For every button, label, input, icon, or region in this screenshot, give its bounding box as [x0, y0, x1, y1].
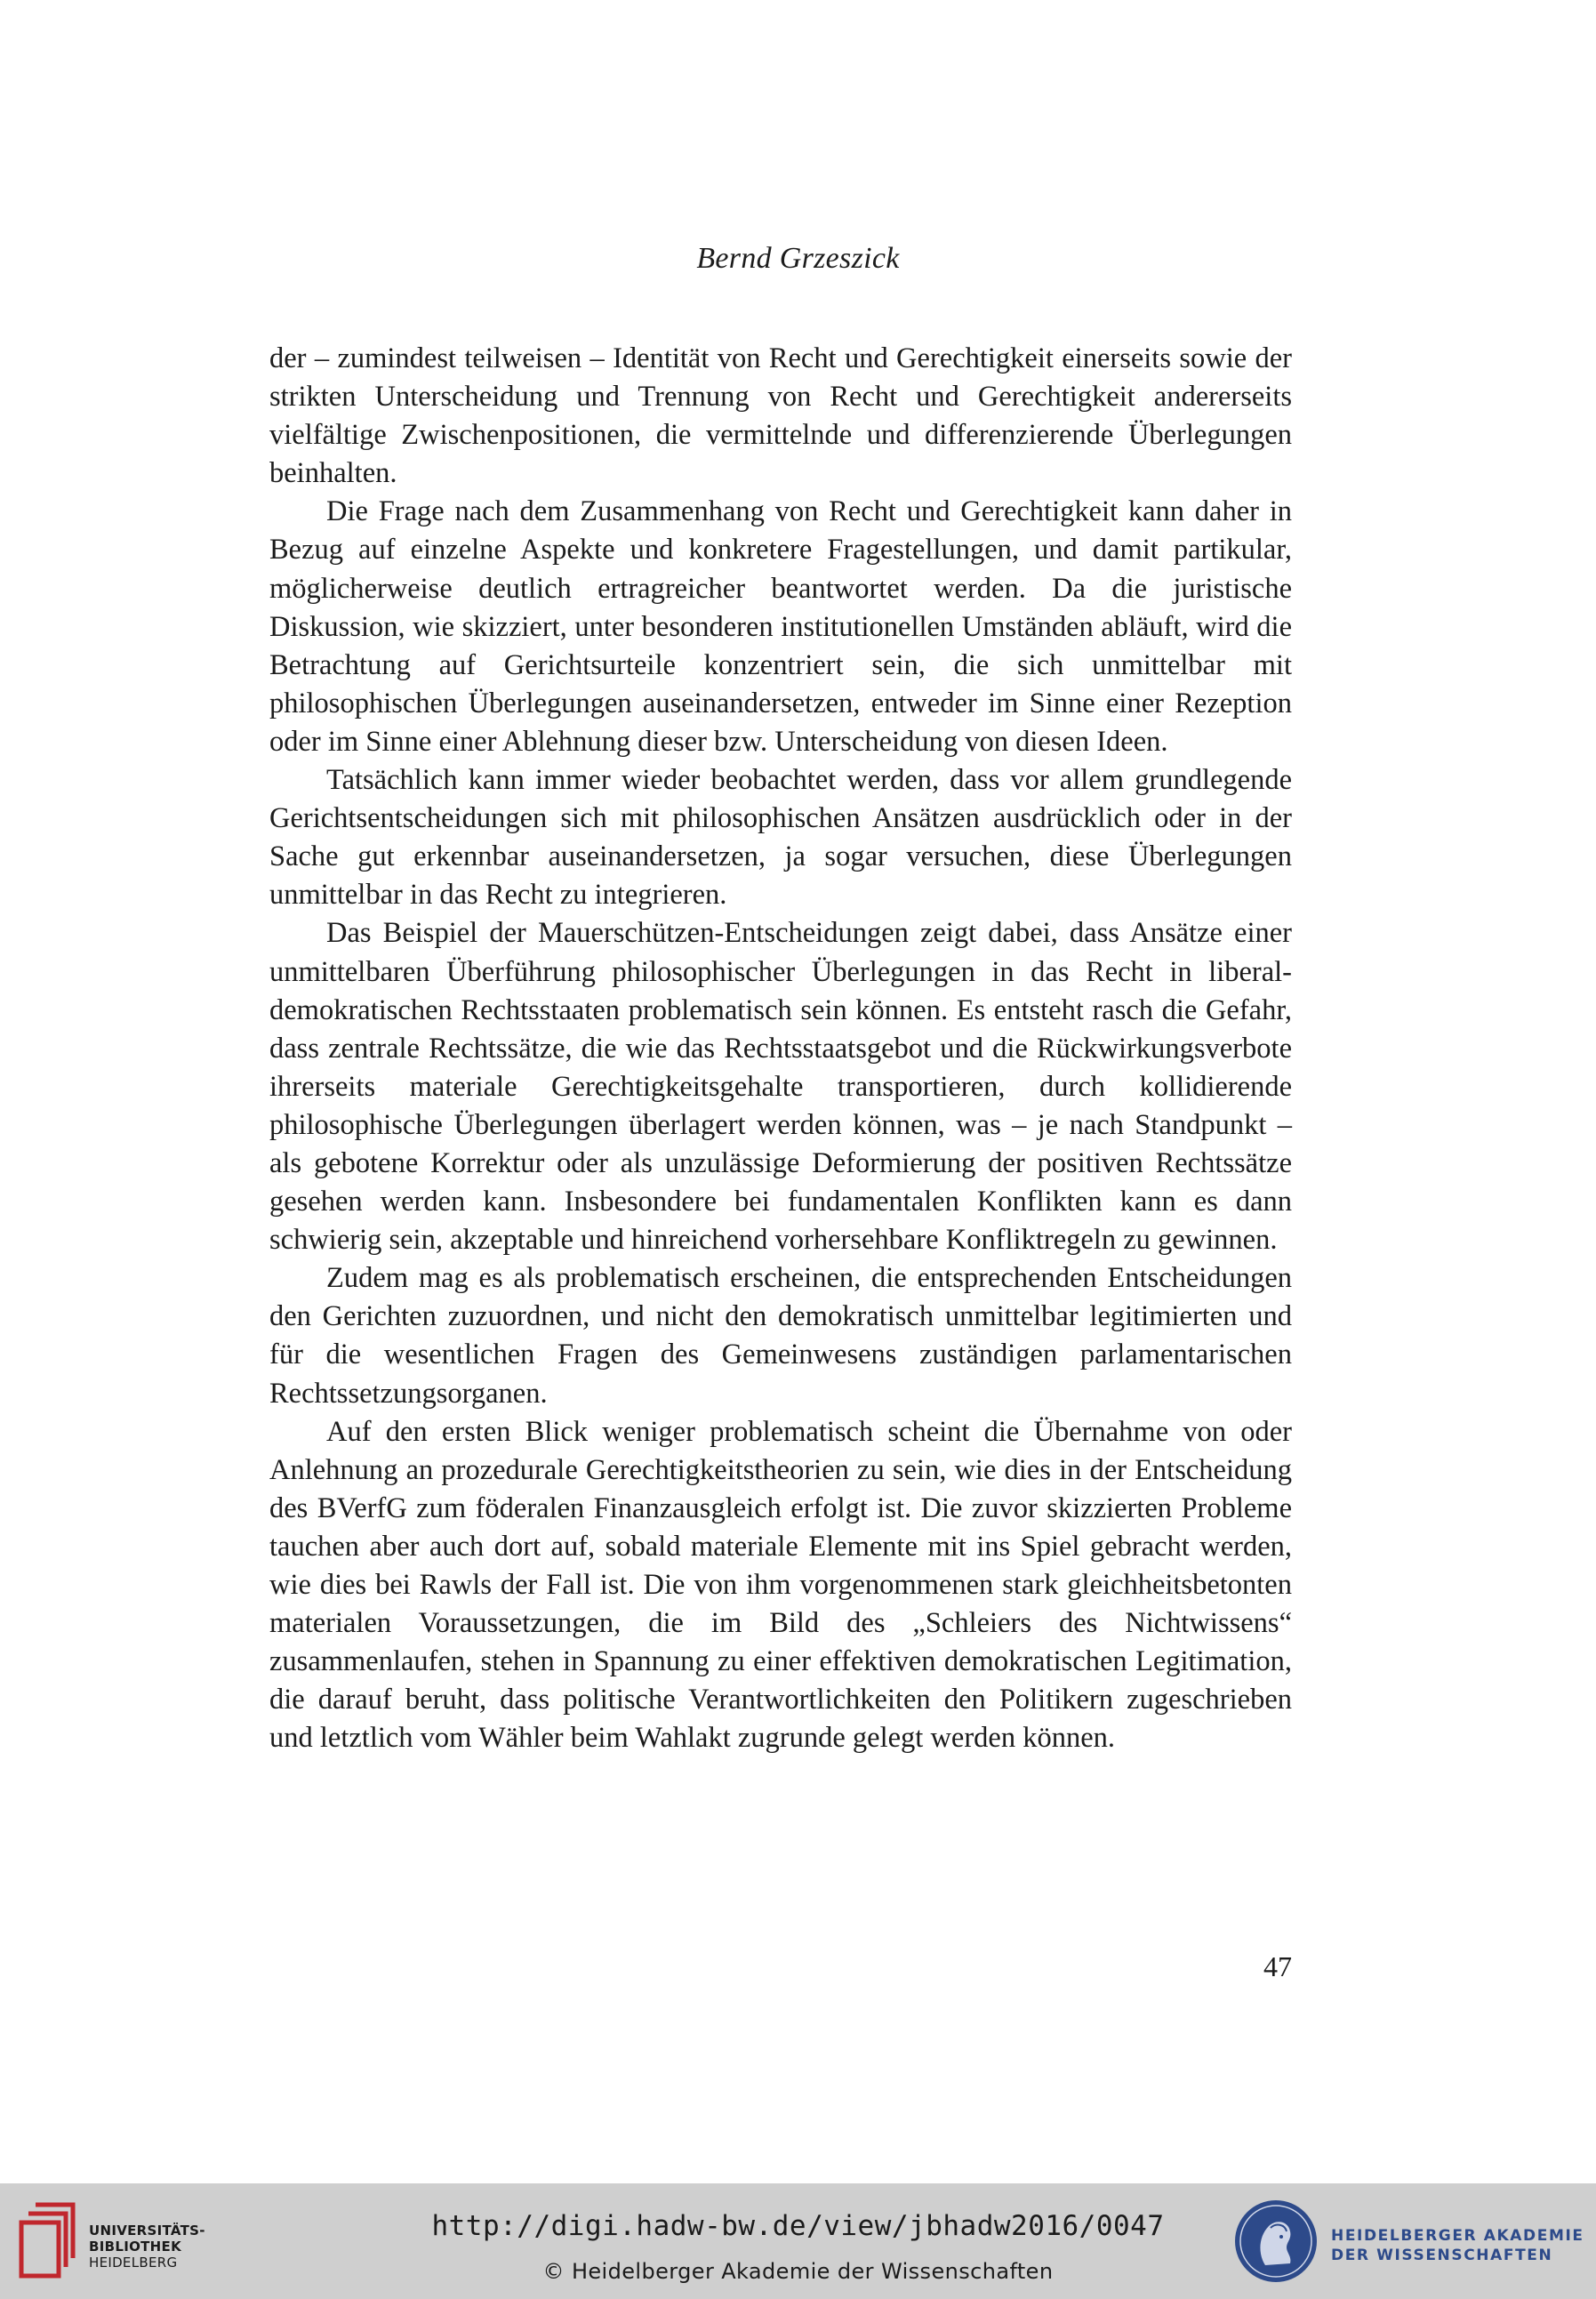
paragraph: Die Frage nach dem Zusammenhang von Recht und Gerechtigkeit kann daher in Bezug auf einzelne Aspekte und konkretere Fragestellungen, und damit partikular, möglicherweise deutlich ertragreicher beantwortet werden. Da die juristische Diskussion, wie skizziert, unter besonderen institutionellen Umständen abläuft, wird die Betrachtung auf Gerichtsurteile konzentriert sein, die sich unmittelbar mit philosophischen Überlegungen auseinandersetzen, entweder im Sinne einer Rezeption oder im Sinne einer Ablehnung dieser bzw. Unterscheidung von diesen Ideen.: [269, 495, 1292, 758]
academy-logo[interactable]: [1231, 2192, 1584, 2290]
digitization-footer: [0, 2183, 1596, 2299]
paragraph: der – zumindest teilweisen – Identität von Recht und Gerechtigkeit einerseits sowie der strikten Unterscheidung und Trennung von Recht und Gerechtigkeit andererseits vielfältige Zwischenpositionen, die vermittelnde und differenzierende Überlegungen beinhalten.: [269, 342, 1292, 490]
copyright-notice: © Heidelberger Akademie der Wissenschaften: [542, 2259, 1054, 2284]
library-logo-line: HEIDELBERG: [89, 2255, 178, 2271]
academy-logo-line: HEIDELBERGER AKADEMIE: [1331, 2227, 1584, 2245]
library-logo-line: UNIVERSITÄTS-: [89, 2223, 205, 2239]
library-logo-line: BIBLIOTHEK: [89, 2239, 181, 2255]
body-text: [269, 340, 1292, 1757]
academy-seal-icon: [1231, 2192, 1320, 2290]
academy-logo-line: DER WISSENSCHAFTEN: [1331, 2247, 1553, 2264]
page-number: 47: [1263, 1950, 1292, 1982]
paragraph: Das Beispiel der Mauerschützen-Entscheidungen zeigt dabei, dass Ansätze einer unmittelbaren Überführung philosophischer Überlegungen in das Recht in liberal-demokratischen Rechtsstaaten problematisch sein können. Es entsteht rasch die Gefahr, dass zentrale Rechtssätze, die wie das Rechtsstaatsgebot und die Rückwirkungsverbote ihrerseits materiale Gerechtigkeitsgehalte transportieren, durch kollidierende philosophische Überlegungen überlagert werden können, was – je nach Standpunkt – als gebotene Korrektur oder als unzulässige Deformierung der positiven Rechtssätze gesehen werden kann. Insbesondere bei fundamentalen Konflikten kann es dann schwierig sein, akzeptable und hinreichend vorhersehbare Konfliktregeln zu gewinnen.: [269, 917, 1292, 1257]
paragraph: Auf den ersten Blick weniger problematisch scheint die Übernahme von oder Anlehnung an prozedurale Gerechtigkeitstheorien zu sein, wie dies in der Entscheidung des BVerfG zum föderalen Finanzausgleich erfolgt ist. Die zuvor skizzierten Probleme tauchen aber auch dort auf, sobald materiale Elemente mit ins Spiel gebracht werden, wie dies bei Rawls der Fall ist. Die von ihm vorgenommenen stark gleichheitsbetonten materialen Voraussetzungen, die im Bild des „Schleiers des Nichtwissens“ zusammenlaufen, stehen in Spannung zu einer effektiven demokratischen Legitimation, die darauf beruht, dass politische Verantwortlichkeiten den Politikern zugeschrieben und letztlich vom Wähler beim Wahlakt zugrunde gelegt werden können.: [269, 1415, 1292, 1755]
paragraph: Zudem mag es als problematisch erscheinen, die entsprechenden Entscheidungen den Gerichten zuzuordnen, und nicht den demokratisch unmittelbar legitimierten und für die wesentlichen Fragen des Gemeinwesens zuständigen parlamentarischen Rechtssetzungsorganen.: [269, 1262, 1292, 1410]
source-url-link[interactable]: http://digi.hadw-bw.de/view/jbhadw2016/0047: [431, 2210, 1165, 2242]
paragraph: Tatsächlich kann immer wieder beobachtet werden, dass vor allem grundlegende Gerichtsentscheidungen sich mit philosophischen Ansätzen ausdrücklich oder in der Sache gut erkennbar auseinandersetzen, ja sogar versuchen, diese Überlegungen unmittelbar in das Recht zu integrieren.: [269, 764, 1292, 912]
running-head: Bernd Grzeszick: [696, 242, 900, 275]
academy-logo-text: [1331, 2226, 1584, 2265]
